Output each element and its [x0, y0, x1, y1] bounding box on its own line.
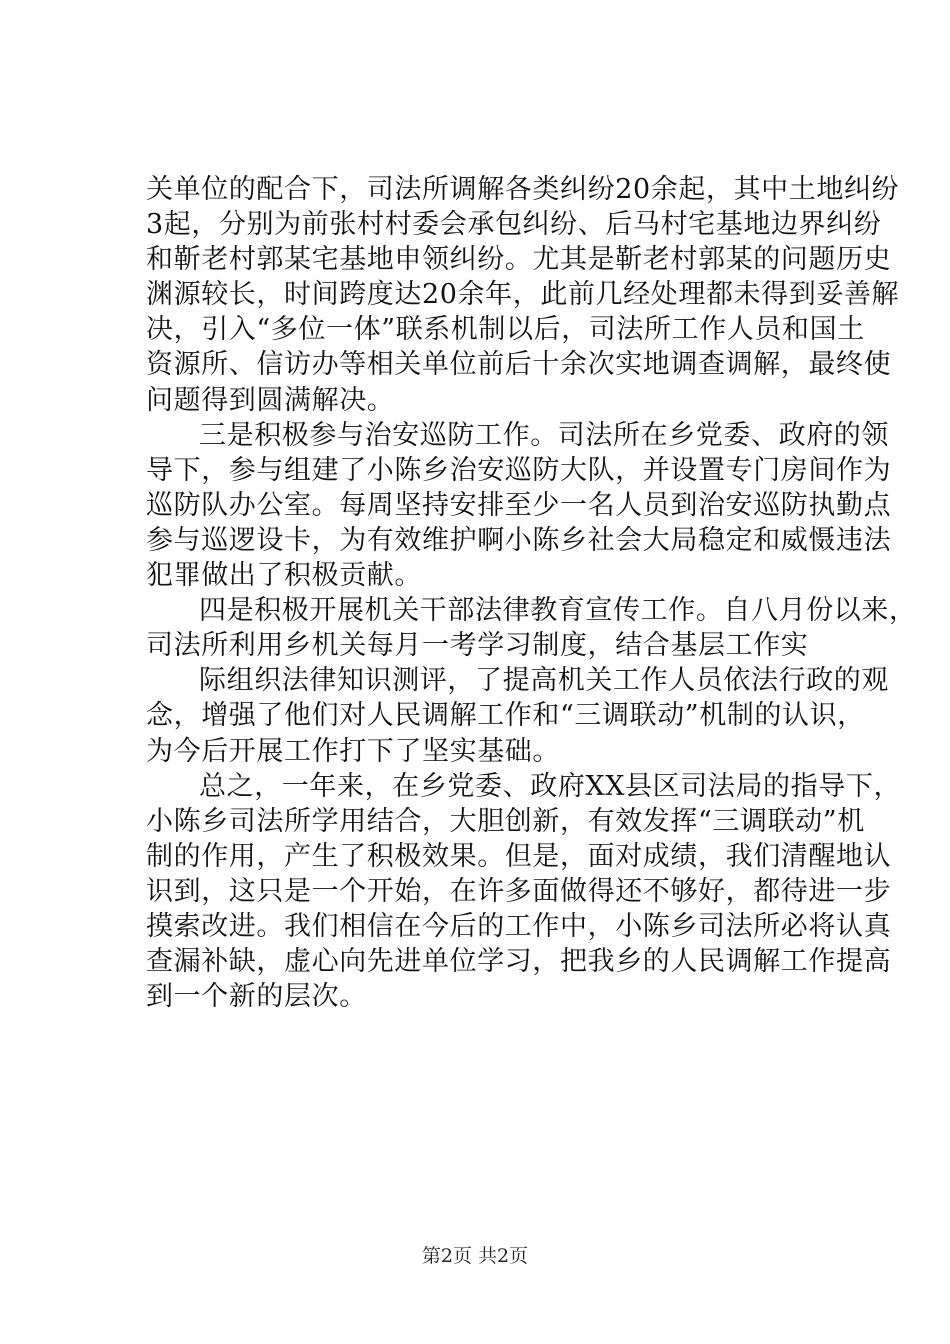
text-line: 三是积极参与治安巡防工作。司法所在乡党委、政府的领	[199, 419, 889, 451]
text-line: 巡防队办公室。每周坚持安排至少一名人员到治安巡防执勤点	[146, 489, 892, 521]
text-line: 参与巡逻设卡，为有效维护啊小陈乡社会大局稳定和威慑违法	[146, 524, 892, 556]
text-line: 司法所利用乡机关每月一考学习制度，结合基层工作实	[146, 630, 809, 662]
text-line: 小陈乡司法所学用结合，大胆创新，有效发挥“三调联动”机	[146, 805, 865, 837]
text-line: 识到，这只是一个开始，在许多面做得还不够好，都待进一步	[146, 875, 892, 907]
page-footer: 第2页 共2页	[421, 1245, 529, 1267]
text-line: 犯罪做出了积极贡献。	[146, 560, 422, 592]
text-line: 四是积极开展机关干部法律教育宣传工作。自八月份以来，	[199, 595, 917, 627]
text-line: 查漏补缺，虚心向先进单位学习，把我乡的人民调解工作提高	[146, 946, 892, 978]
text-line: 制的作用，产生了积极效果。但是，面对成绩，我们清醒地认	[146, 840, 892, 872]
text-line: 3起，分别为前张村村委会承包纠纷、后马村宅基地边界纠纷	[146, 209, 882, 241]
text-line: 际组织法律知识测评，了提高机关工作人员依法行政的观	[199, 665, 889, 697]
text-line: 摸索改进。我们相信在今后的工作中，小陈乡司法所必将认真	[146, 910, 892, 942]
text-line: 资源所、信访办等相关单位前后十余次实地调查调解，最终使	[146, 349, 892, 381]
text-line: 总之，一年来，在乡党委、政府XX县区司法局的指导下，	[199, 770, 902, 802]
document-body	[146, 172, 917, 1014]
text-line: 渊源较长，时间跨度达20余年，此前几经处理都未得到妥善解	[146, 279, 900, 311]
text-line: 问题得到圆满解决。	[146, 384, 395, 416]
text-line: 为今后开展工作打下了坚实基础。	[146, 735, 560, 767]
text-line: 关单位的配合下，司法所调解各类纠纷20余起，其中土地纠纷	[146, 174, 900, 205]
text-line: 念，增强了他们对人民调解工作和“三调联动”机制的认识，	[146, 700, 865, 732]
text-line: 到一个新的层次。	[146, 981, 367, 1013]
text-line: 和靳老村郭某宅基地申领纠纷。尤其是靳老村郭某的问题历史	[146, 244, 892, 276]
text-line: 导下，参与组建了小陈乡治安巡防大队，并设置专门房间作为	[146, 454, 892, 486]
text-line: 决，引入“多位一体”联系机制以后，司法所工作人员和国土	[146, 314, 865, 346]
